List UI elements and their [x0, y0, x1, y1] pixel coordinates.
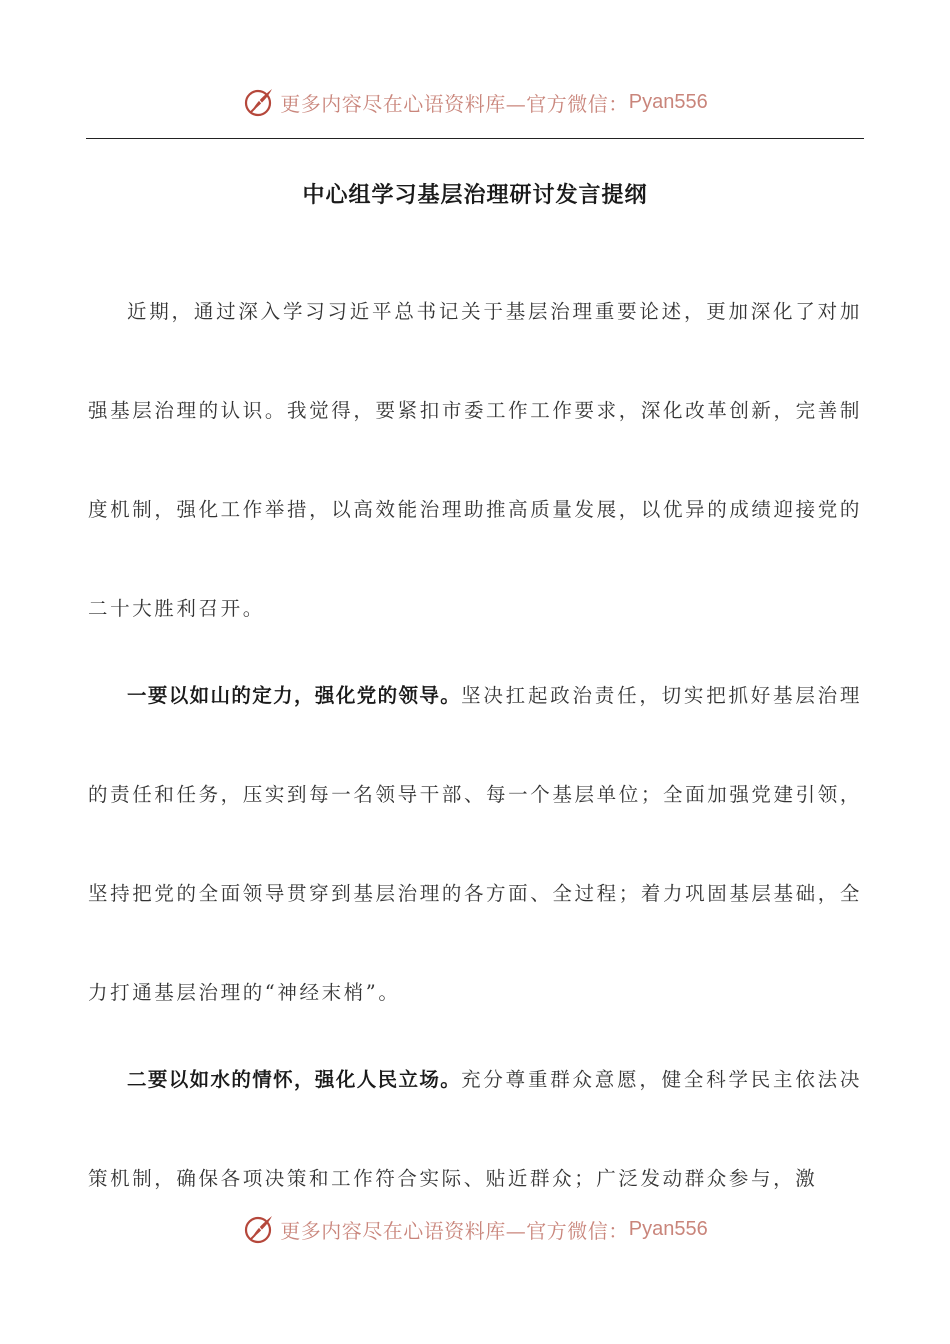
brand-wechat-id: Pyan556 [628, 1217, 708, 1240]
paragraph-body: 充分尊重群众意愿，健全科学民主依法决策机制，确保各项决策和工作符合实际、贴近群众；广泛发动群众参与，激 [88, 1068, 862, 1190]
document-title: 中心组学习基层治理研讨发言提纲 [302, 183, 648, 208]
paragraph-point-one [88, 646, 862, 1042]
header-divider [86, 138, 864, 139]
brand-text: 更多内容尽在心语资料库—官方微信： [280, 91, 629, 116]
brand-wechat-id: Pyan556 [628, 90, 708, 113]
footer-watermark [0, 1209, 950, 1249]
paragraph-lead: 二要以如水的情怀，强化人民立场。 [127, 1068, 462, 1091]
paragraph-body: 坚决扛起政治责任，切实把抓好基层治理的责任和任务，压实到每一名领导干部、每一个基层单位；全面加强党建引领，坚持把党的全面领导贯穿到基层治理的各方面、全过程；着力巩固基层基础，全力打通基层治理的“神经末梢”。 [88, 684, 862, 1004]
document-body [88, 262, 862, 1228]
paragraph-point-two [88, 1030, 862, 1228]
header-watermark [0, 82, 950, 122]
quill-pen-seal-icon [242, 1212, 276, 1246]
paragraph-lead: 一要以如山的定力，强化党的领导。 [127, 684, 462, 707]
brand-text: 更多内容尽在心语资料库—官方微信： [280, 1218, 629, 1243]
quill-pen-seal-icon [242, 85, 276, 119]
paragraph-body: 近期，通过深入学习习近平总书记关于基层治理重要论述，更加深化了对加强基层治理的认识。我觉得，要紧扣市委工作工作要求，深化改革创新，完善制度机制，强化工作举措，以高效能治理助推高质量发展，以优异的成绩迎接党的二十大胜利召开。 [88, 300, 862, 620]
paragraph-intro [88, 262, 862, 658]
